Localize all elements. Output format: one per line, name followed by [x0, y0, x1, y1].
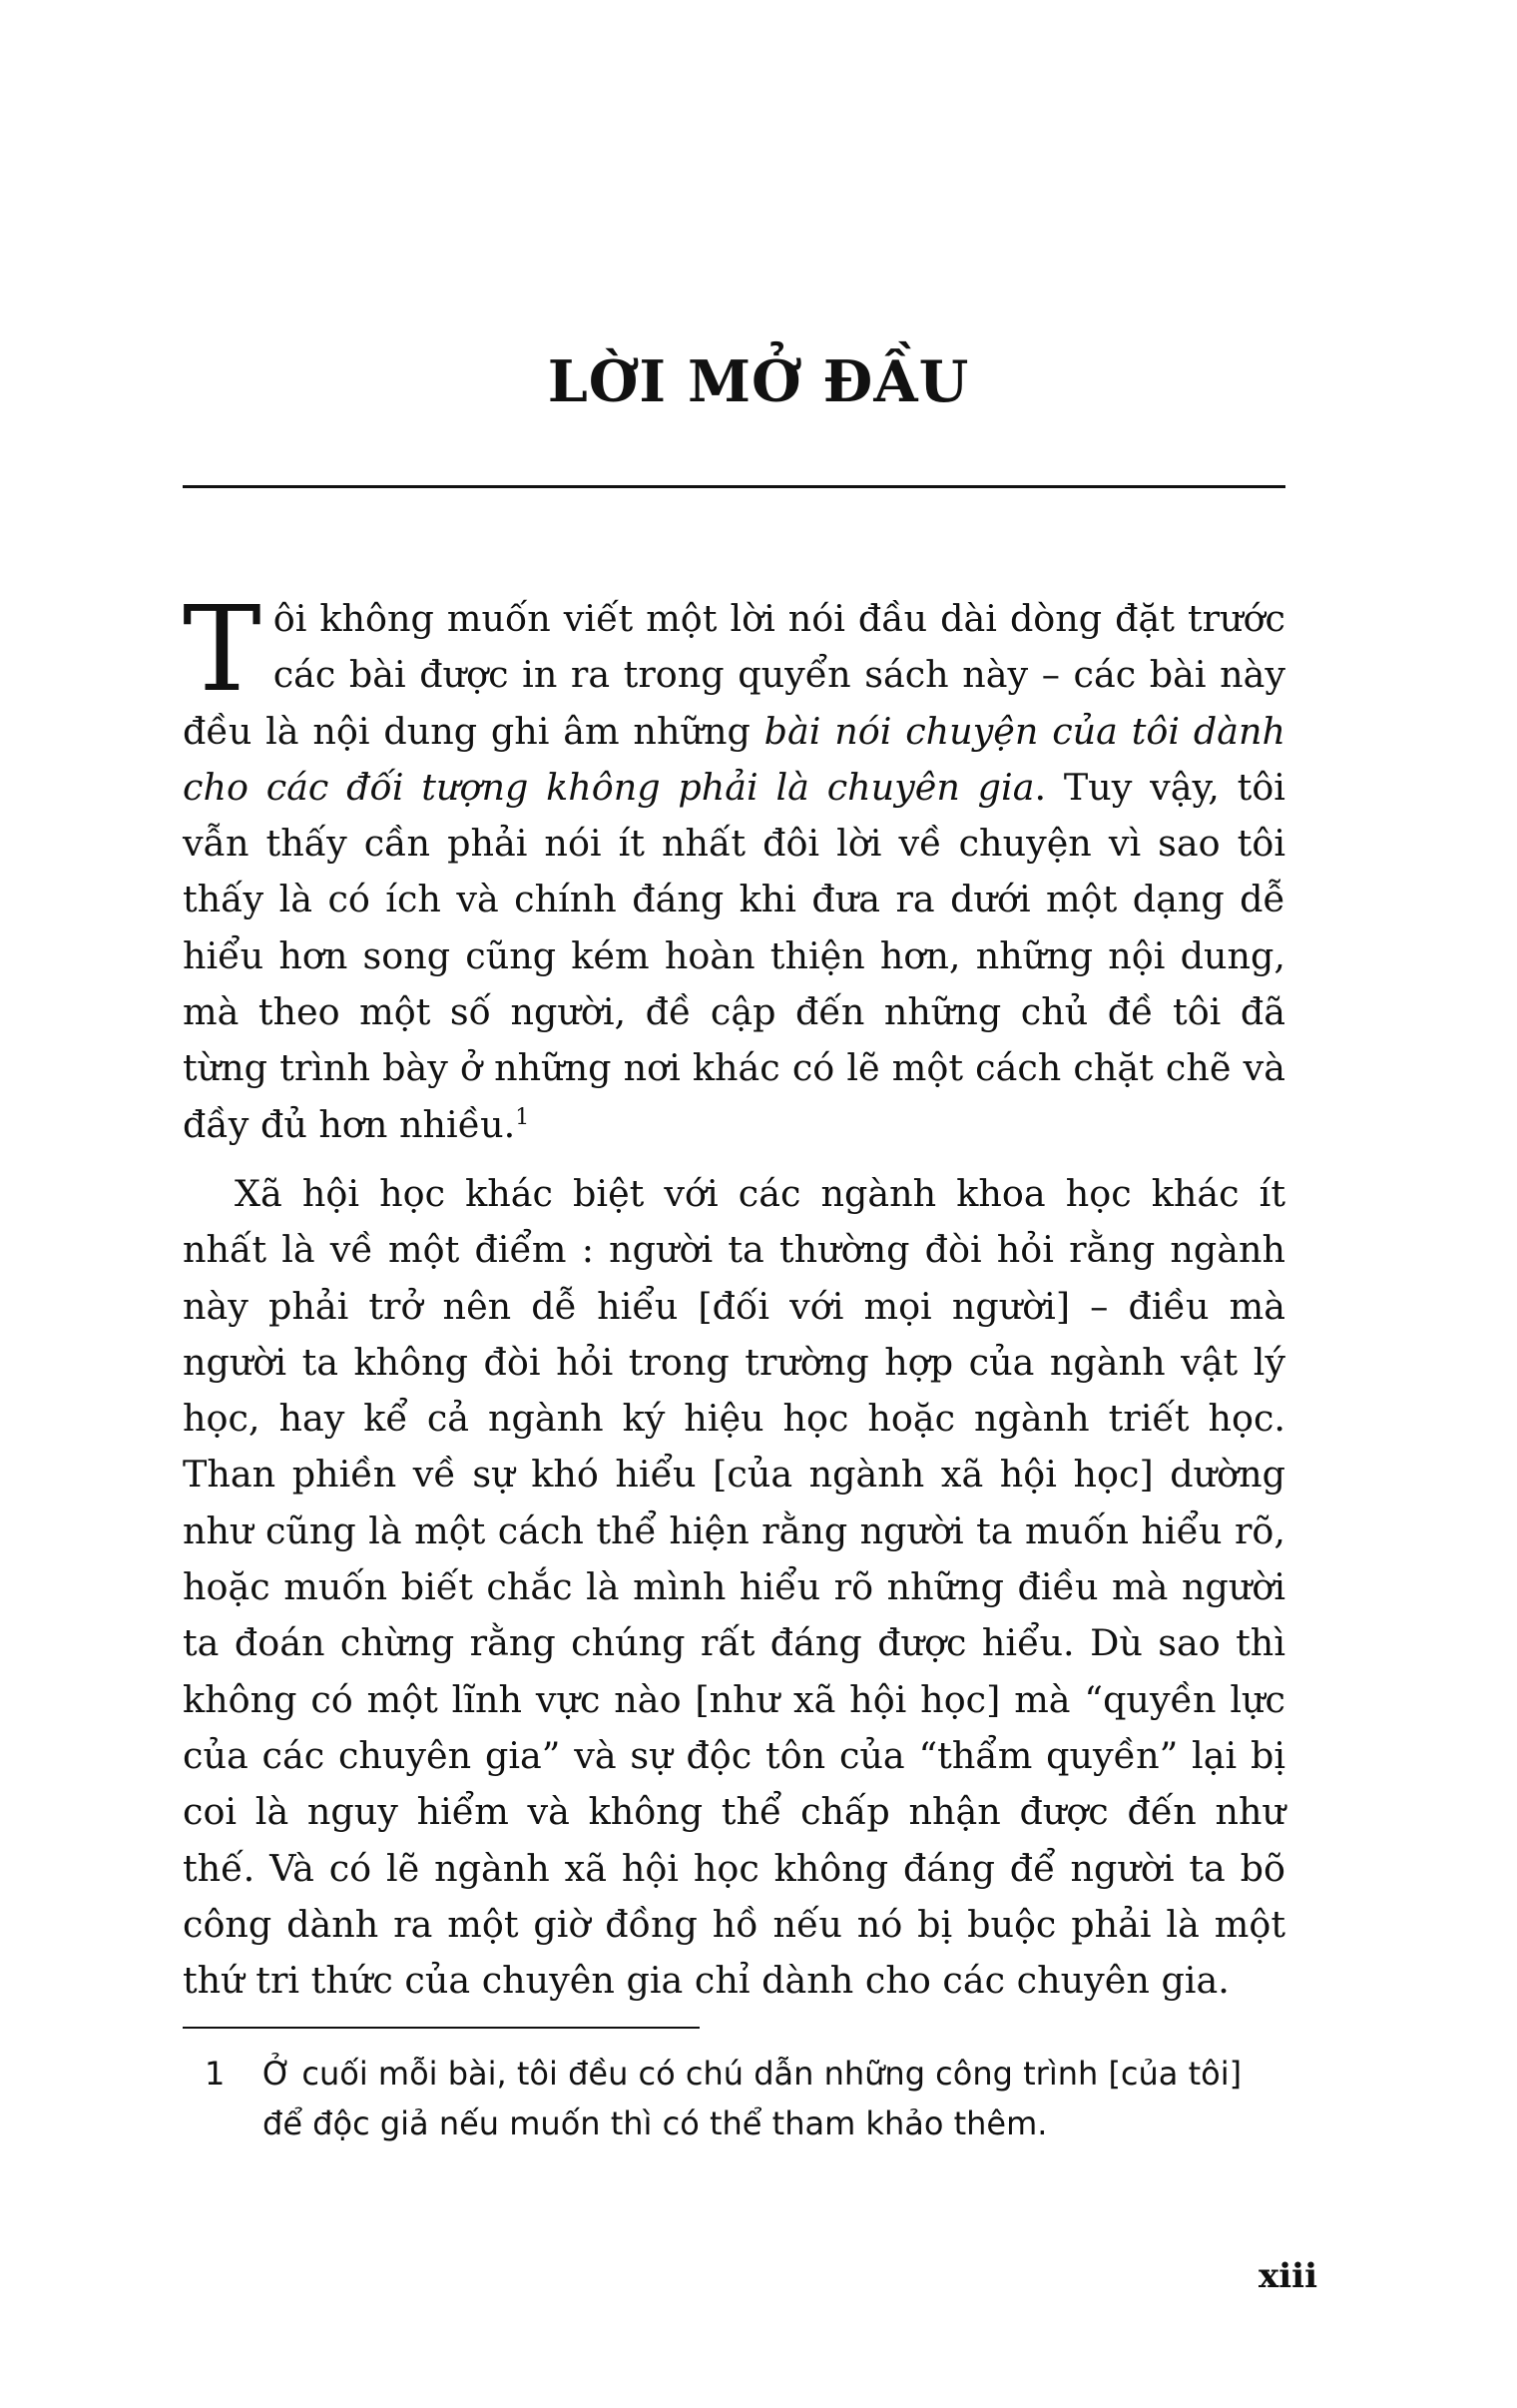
- page-title: LỜI MỞ ĐẦU: [547, 348, 970, 415]
- footnote-reference: 1: [515, 1104, 530, 1130]
- paragraph-2: Xã hội học khác biệt với các ngành khoa học khác ít nhất là về một điểm : người ta thường đòi hỏi rằng ngành này phải trở nên dễ hiểu [đối với mọi người] – điều mà người ta không đòi hỏi trong trường hợp của ngành vật lý học, hay kể cả ngành ký hiệu học hoặc ngành triết học. Than phiền về sự khó hiểu [của ngành xã hội học] dường như cũng là một cách thể hiện rằng người ta muốn hiểu rõ, hoặc muốn biết chắc là mình hiểu rõ những điều mà người ta đoán chừng rằng chúng rất đáng được hiểu. Dù sao thì không có một lĩnh vực nào [như xã hội học] mà “quyền lực của các chuyên gia” và sự độc tôn của “thẩm quyền” lại bị coi là nguy hiểm và không thể chấp nhận được đến như thế. Và có lẽ ngành xã hội học không đáng để người ta bõ công dành ra một giờ đồng hồ nếu nó bị buộc phải là một thứ tri thức của chuyên gia chỉ dành cho các chuyên gia.: [183, 1171, 1285, 2003]
- footnote-text: Ở cuối mỗi bài, tôi đều có chú dẫn những công trình [của tôi] để độc giả nếu muốn thì có thể tham khảo thêm.: [262, 2055, 1243, 2142]
- page-number: xiii: [1258, 2256, 1317, 2296]
- footnote: [183, 2049, 1285, 2148]
- footnote-rule: [183, 2027, 700, 2029]
- paragraph-1: [183, 580, 1285, 1153]
- paragraph-1-italic: bài nói chuyện của tôi dành cho các đối tượng không phải là chuyên gia: [183, 709, 1285, 809]
- body-text: [183, 580, 1285, 2009]
- title-rule: [183, 485, 1285, 488]
- paragraph-1-text-b: . Tuy vậy, tôi vẫn thấy cần phải nói ít nhất đôi lời về chuyện vì sao tôi thấy là có ích và chính đáng khi đưa ra dưới một dạng dễ hiểu hơn song cũng kém hoàn thiện hơn, những nội dung, mà theo một số người, đề cập đến những chủ đề tôi đã từng trình bày ở những nơi khác có lẽ một cách chặt chẽ và đầy đủ hơn nhiều.: [183, 765, 1285, 1146]
- drop-cap: T: [183, 580, 261, 718]
- paragraph-1-text-a: ôi không muốn viết một lời nói đầu dài dòng đặt trước các bài được in ra trong quyển sách này – các bài này đều là nội dung ghi âm những: [183, 597, 1285, 753]
- footnote-number: 1: [205, 2055, 226, 2093]
